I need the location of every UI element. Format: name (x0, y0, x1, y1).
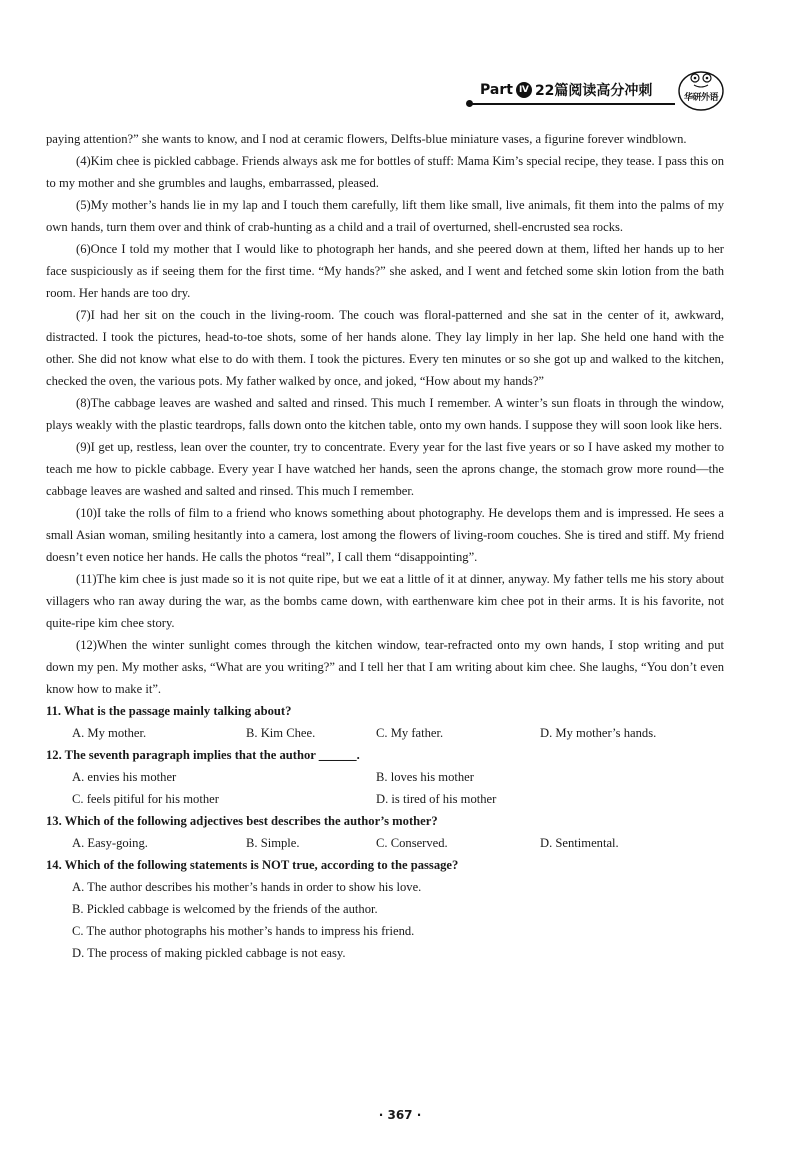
page-number: · 367 · (378, 1108, 422, 1122)
q13-option-b: B. Simple. (246, 836, 300, 850)
publisher-logo (676, 66, 726, 112)
q14-option-d: D. The process of making pickled cabbage is not easy. (72, 946, 346, 960)
q14-option-c: C. The author photographs his mother’s hands to impress his friend. (72, 924, 415, 938)
passage-paragraph-6: (6)Once I told my mother that I would like to photograph her hands, and she peered down at them, lifted her hands up to her face suspiciously as if seeing them for the first time. “My hands?” she asked, and I went and fetched some skin lotion from the bath room. Her hands are too dry. (46, 242, 724, 300)
passage-paragraph-10: (10)I take the rolls of film to a friend who knows something about photography. He develops them and is impressed. He sees a small Asian woman, smiling hesitantly into a camera, lost among the flowers of living-room couches. She is tired and stiff. My friend doesn’t even notice her hands. He calls the photos “real”, I call them “disappointing”. (46, 506, 724, 564)
question-12-options-row-1 (46, 766, 724, 788)
page-header (470, 74, 732, 110)
part-number-badge: Ⅳ (516, 82, 532, 98)
passage-paragraph-9: (9)I get up, restless, lean over the counter, try to concentrate. Every year for the last five years or so I have asked my mother to teach me how to pickle cabbage. Every year I have watched her hands, seen the aprons change, the stomach grow more round—the cabbage leaves are washed and salted and rinsed. This much I remember. (46, 440, 724, 498)
q14-option-b: B. Pickled cabbage is welcomed by the friends of the author. (72, 902, 378, 916)
logo-frog-icon (676, 66, 726, 112)
passage-paragraph-7: (7)I had her sit on the couch in the living-room. The couch was floral-patterned and she sat in the center of it, awkward, distracted. I took the pictures, head-to-toe shots, some of her hands alone. They lay limply in her lap. She held one hand with the other. She did not know what else to do with them. I took the pictures. Every ten minutes or so she got up and walked to the kitchen, checked the oven, the various pots. My father walked by once, and joked, “How about my hands?” (46, 308, 724, 388)
q12-option-b: B. loves his mother (376, 770, 474, 784)
q14-option-a: A. The author describes his mother’s hands in order to show his love. (72, 880, 422, 894)
page-content (46, 128, 724, 964)
logo-text: 华研外语 (684, 93, 719, 103)
q13-option-a: A. Easy-going. (72, 836, 148, 850)
passage-paragraph-5: (5)My mother’s hands lie in my lap and I touch them carefully, lift them like small, live animals, fit them into the palms of my own hands, turn them over and think of crab-hunting as a child and a trail of overturned, shell-encrusted sea rocks. (46, 198, 724, 234)
part-label: Part (480, 82, 513, 98)
q12-option-c: C. feels pitiful for his mother (72, 792, 219, 806)
question-11-options (46, 722, 724, 744)
passage-paragraph-8: (8)The cabbage leaves are washed and salted and rinsed. This much I remember. A winter’s sun floats in through the window, plays weakly with the plastic teardrops, falls down onto the kitchen table, onto my own hands. I suppose they will soon look like hers. (46, 396, 724, 432)
q11-option-c: C. My father. (376, 726, 444, 740)
q13-option-d: D. Sentimental. (540, 836, 619, 850)
q11-option-d: D. My mother’s hands. (540, 726, 657, 740)
question-13-stem: 13. Which of the following adjectives best describes the author’s mother? (46, 814, 438, 828)
passage-paragraph-11: (11)The kim chee is just made so it is not quite ripe, but we eat a little of it at dinner, anyway. My father tells me his story about villagers who ran away during the war, as the bombs came down, with earthenware kim chee pot in their arms. It is his favorite, not quite-ripe kim chee story. (46, 572, 724, 630)
q12-option-d: D. is tired of his mother (376, 792, 497, 806)
q11-option-b: B. Kim Chee. (246, 726, 316, 740)
question-14-stem: 14. Which of the following statements is NOT true, according to the passage? (46, 858, 459, 872)
q12-stem-end: . (356, 748, 360, 762)
section-title (480, 80, 652, 100)
passage-paragraph-4: (4)Kim chee is pickled cabbage. Friends always ask me for bottles of stuff: Mama Kim’s special recipe, they tease. I pass this on to my mother and she grumbles and laughs, embarrassed, pleased. (46, 154, 724, 190)
section-title-text: 22篇阅读高分冲刺 (534, 83, 653, 99)
q11-option-a: A. My mother. (72, 726, 147, 740)
question-11-stem: 11. What is the passage mainly talking about? (46, 704, 292, 718)
q12-stem-text: 12. The seventh paragraph implies that the author (46, 748, 316, 762)
header-rule (470, 103, 675, 105)
question-12-stem (46, 744, 724, 766)
question-12-options-row-2 (46, 788, 724, 810)
question-13-options (46, 832, 724, 854)
q12-blank: ______ (318, 748, 357, 762)
passage-paragraph-3-end: paying attention?” she wants to know, and I nod at ceramic flowers, Delfts-blue miniature vases, a figurine forever windblown. (46, 132, 687, 146)
passage-paragraph-12: (12)When the winter sunlight comes through the kitchen window, tear-refracted onto my own hands, I stop writing and put down my pen. My mother asks, “What are you writing?” and I tell her that I am writing about kim chee. She laughs, “You don’t even know how to make it”. (46, 638, 724, 696)
q13-option-c: C. Conserved. (376, 836, 448, 850)
q12-option-a: A. envies his mother (72, 770, 177, 784)
